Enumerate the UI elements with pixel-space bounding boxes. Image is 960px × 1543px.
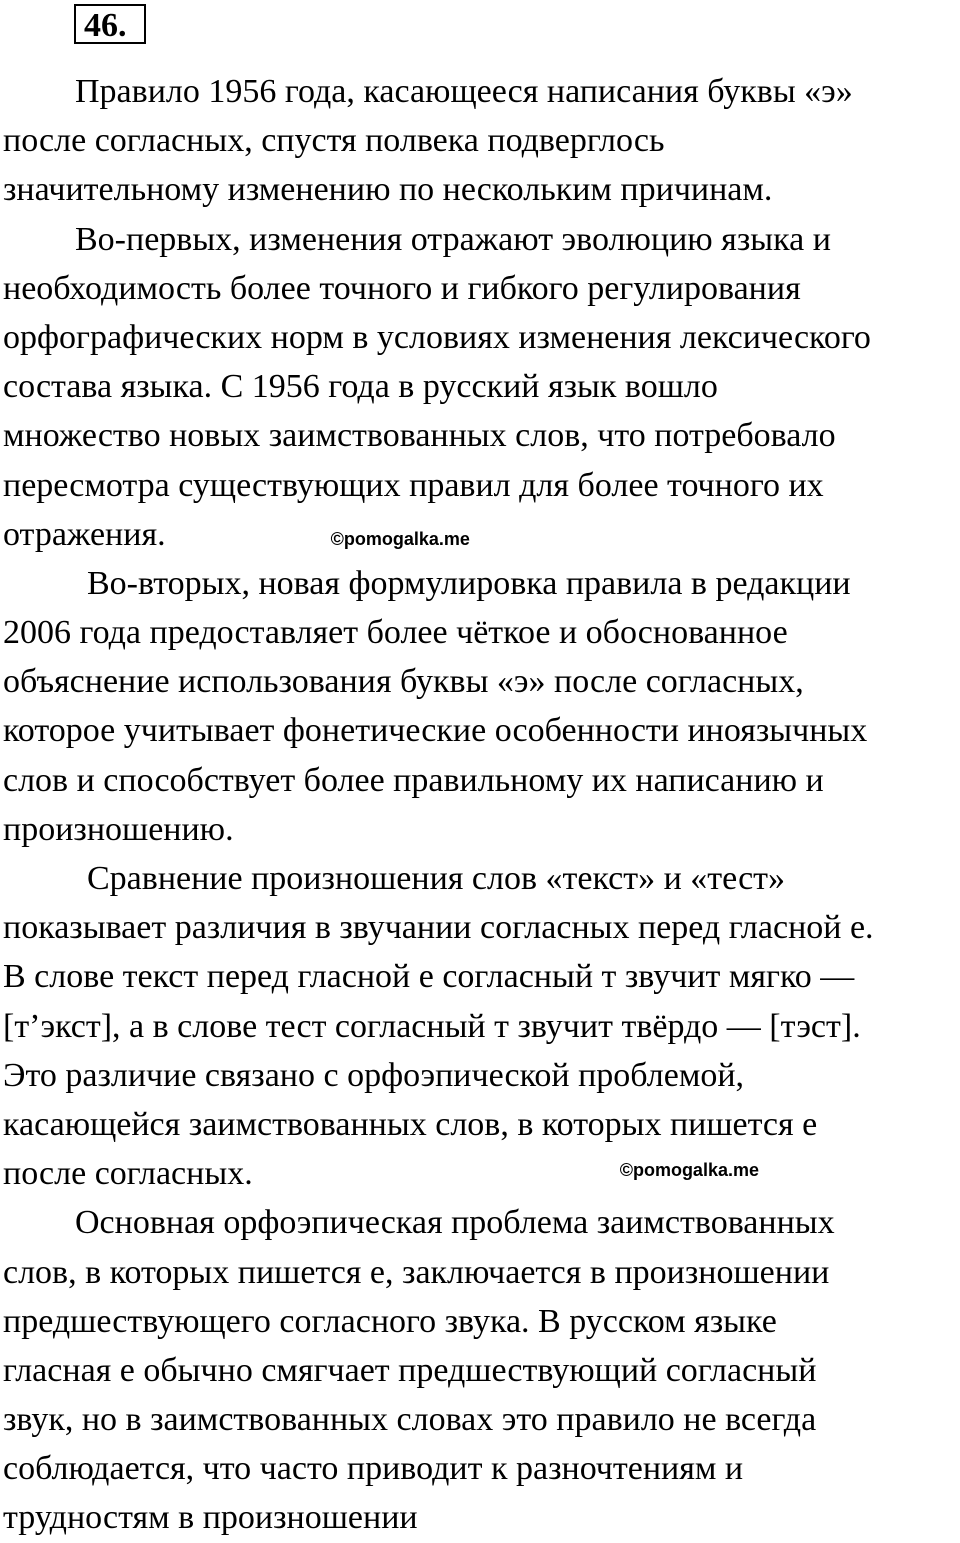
text-line: гласная е обычно смягчает предшествующий согласный xyxy=(3,1351,817,1389)
text-line: Во-первых, изменения отражают эволюцию языка и xyxy=(75,220,831,258)
text-line-content: после согласных. xyxy=(3,1155,253,1193)
text-line: состава языка. С 1956 года в русский язык вошло xyxy=(3,368,718,406)
text-line: звук, но в заимствованных словах это правило не всегда xyxy=(3,1401,817,1439)
task-number: 46. xyxy=(74,4,146,44)
text-line: соблюдается, что часто приводит к разночтениям и xyxy=(3,1450,744,1488)
answer-text xyxy=(3,67,958,1543)
text-line-content: отражения. xyxy=(3,515,166,553)
text-line xyxy=(3,510,958,559)
text-line: Основная орфоэпическая проблема заимствованных xyxy=(75,1204,835,1242)
text-line: значительному изменению по нескольким причинам. xyxy=(3,171,773,209)
text-line: произношению. xyxy=(3,810,234,848)
text-line xyxy=(3,1149,958,1198)
text-line: необходимость более точного и гибкого регулирования xyxy=(3,269,801,307)
text-line: слов, в которых пишется е, заключается в произношении xyxy=(3,1253,830,1291)
paragraph-3 xyxy=(3,559,958,854)
text-line: касающейся заимствованных слов, в которых пишется е xyxy=(3,1105,818,1143)
text-line: В слове текст перед гласной е согласный т звучит мягко — xyxy=(3,958,855,996)
watermark: ©pomogalka.me xyxy=(619,1160,759,1181)
text-line: которое учитывает фонетические особенности иноязычных xyxy=(3,712,868,750)
text-line: объяснение использования буквы «э» после согласных, xyxy=(3,663,804,701)
watermark: ©pomogalka.me xyxy=(330,528,470,549)
text-line: Это различие связано с орфоэпической проблемой, xyxy=(3,1056,745,1094)
text-line: орфографических норм в условиях изменения лексического xyxy=(3,318,871,356)
text-line: предшествующего согласного звука. В русском языке xyxy=(3,1302,777,1340)
paragraph-2 xyxy=(3,215,958,559)
text-line: после согласных, спустя полвека подверглось xyxy=(3,122,665,160)
text-line: множество новых заимствованных слов, что потребовало xyxy=(3,417,836,455)
paragraph-5 xyxy=(3,1198,958,1542)
text-line: [т’экст], а в слове тест согласный т звучит твёрдо — [тэст]. xyxy=(3,1007,861,1045)
text-line: пересмотра существующих правил для более точного их xyxy=(3,466,824,504)
text-line: Сравнение произношения слов «текст» и «тест» xyxy=(87,860,786,897)
text-line: слов и способствует более правильному их написанию и xyxy=(3,761,824,799)
text-line: Правило 1956 года, касающееся написания буквы «э» xyxy=(75,73,853,110)
text-line: трудностям в произношении xyxy=(3,1499,418,1537)
text-line: Во-вторых, новая формулировка правила в редакции xyxy=(87,564,851,602)
text-line: показывает различия в звучании согласных перед гласной е. xyxy=(3,909,874,947)
paragraph-1 xyxy=(3,67,958,215)
paragraph-4 xyxy=(3,854,958,1198)
text-line: 2006 года предоставляет более чёткое и обоснованное xyxy=(3,614,788,652)
